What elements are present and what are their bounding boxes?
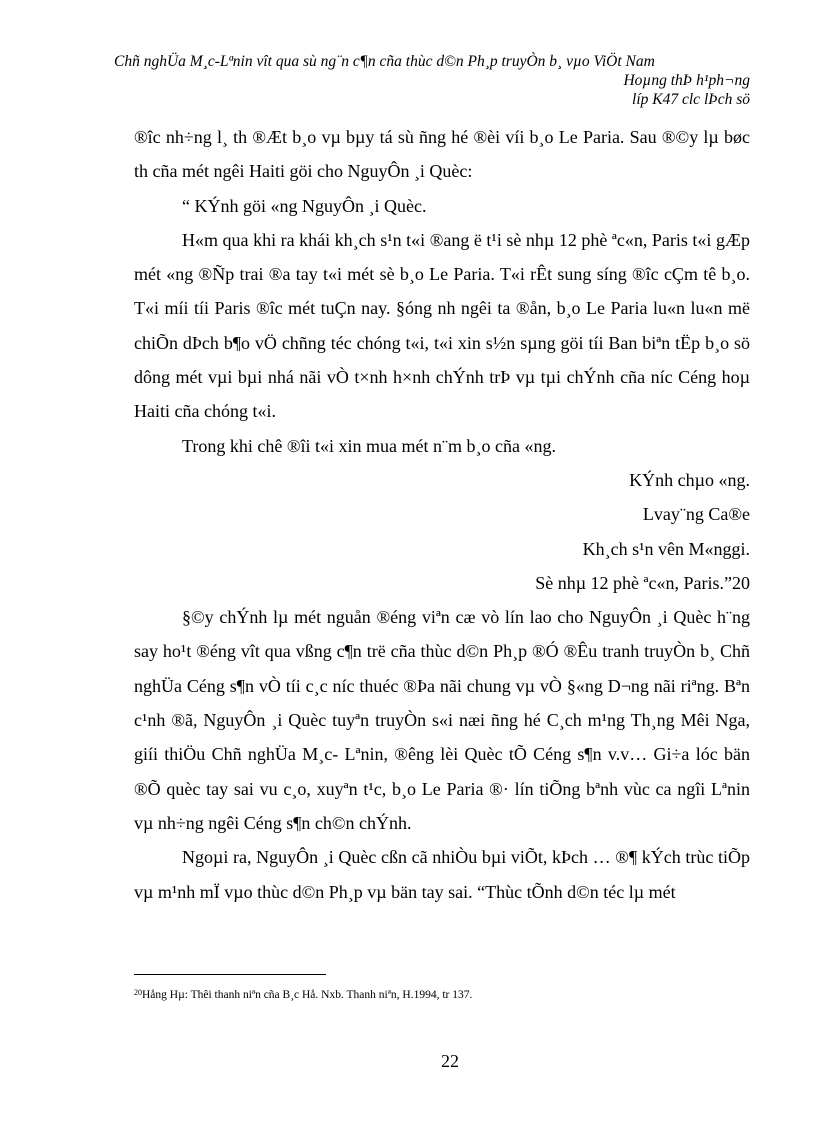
footnote-text: Hång Hµ: Thêi thanh niªn cña B¸c Hå. Nxb. Thanh niªn, H.1994, tr 137. [142, 989, 473, 1001]
paragraph: §©y chÝnh lµ mét nguån ®éng viªn cæ vò lín lao cho NguyÔn ¸i Quèc h¨ng say ho¹t ®éng vît qua vßng c¶n trë cña thùc d©n Ph¸p ®Ó ®Êu tranh truyÒn b¸ Chñ nghÜa Céng s¶n vÒ tíi c¸c níc thuéc ®Þa nãi chung vµ vÒ §«ng D¬ng nãi riªng. Bªn c¹nh ®ã, NguyÔn ¸i Quèc tuyªn truyÒn s«i næi ñng hé C¸ch m¹ng Th¸ng Mêi Nga, giíi thiÖu Chñ nghÜa M¸c- Lªnin, ®êng lèi Quèc tÕ Céng s¶n v.v… Gi÷a lóc bän ®Õ quèc tay sai vu c¸o, xuyªn t¹c, b¸o Le Paria ®· lín tiÕng bªnh vùc ca ngîi Lªnin vµ nh÷ng ngêi Céng s¶n ch©n chÝnh. [134, 607, 750, 833]
footnote [134, 985, 750, 1003]
page-header [110, 52, 750, 109]
letter-signoff: KÝnh chµo «ng. [629, 469, 750, 490]
letter-closing-request: Trong khi chê ®îi t«i xin mua mét n¨m b¸o cña «ng. [182, 435, 556, 456]
paragraph: Ngoµi ra, NguyÔn ¸i Quèc cßn cã nhiÒu bµi viÕt, kÞch … ®¶ kÝch trùc tiÕp vµ m¹nh mÏ vµo thùc d©n Ph¸p vµ bän tay sai. “Thùc tÕnh d©n téc lµ mét [134, 847, 750, 902]
footnote-number: 20 [134, 988, 142, 997]
header-title: Chñ nghÜa M¸c-Lªnin vît qua sù ng¨n c¶n cña thùc d©n Ph¸p truyÒn b¸ vµo ViÖt Nam [114, 53, 655, 70]
letter-body: H«m qua khi ra khái kh¸ch s¹n t«i ®ang ë t¹i sè nhµ 12 phè ªc«n, Paris t«i gÆp mét «ng ®Ñp trai ®a tay t«i mét sè b¸o Le Paria. T«i rÊt sung síng ®îc cÇm tê b¸o. T«i míi tíi Paris ®îc mét tuÇn nay. §óng nh ngêi ta ®ån, b¸o Le Paria lu«n lu«n më chiÕn dÞch b¶o vÖ chñng téc chóng t«i, t«i xin s½n sµng göi tíi Ban biªn tËp b¸o sö dông mét vµi bµi nhá nãi vÒ t×nh h×nh chÝnh trÞ vµ tµi chÝnh cña níc Céng hoµ Haiti cña chóng t«i. [134, 229, 750, 422]
paragraph: ®îc nh÷ng l¸ th ®Æt b¸o vµ bµy tá sù ñng hé ®èi víi b¸o Le Paria. Sau ®©y lµ bøc th cña mét ngêi Haiti göi cho NguyÔn ¸i Quèc: [134, 127, 750, 182]
header-author: Hoµng thÞ h¹ph¬ng [623, 72, 750, 89]
letter-salutation: “ KÝnh göi «ng NguyÔn ¸i Quèc. [182, 195, 427, 216]
letter-hotel: Kh¸ch s¹n vên M«nggi. [582, 538, 750, 559]
letter-address: Sè nhµ 12 phè ªc«n, Paris.”20 [535, 572, 750, 593]
footnote-divider [134, 974, 326, 975]
page-number: 22 [441, 1051, 459, 1071]
header-class: líp K47 clc lÞch sö [632, 91, 750, 108]
letter-signature: Lvay¨ng Ca®e [642, 504, 750, 525]
body-text [134, 120, 750, 909]
